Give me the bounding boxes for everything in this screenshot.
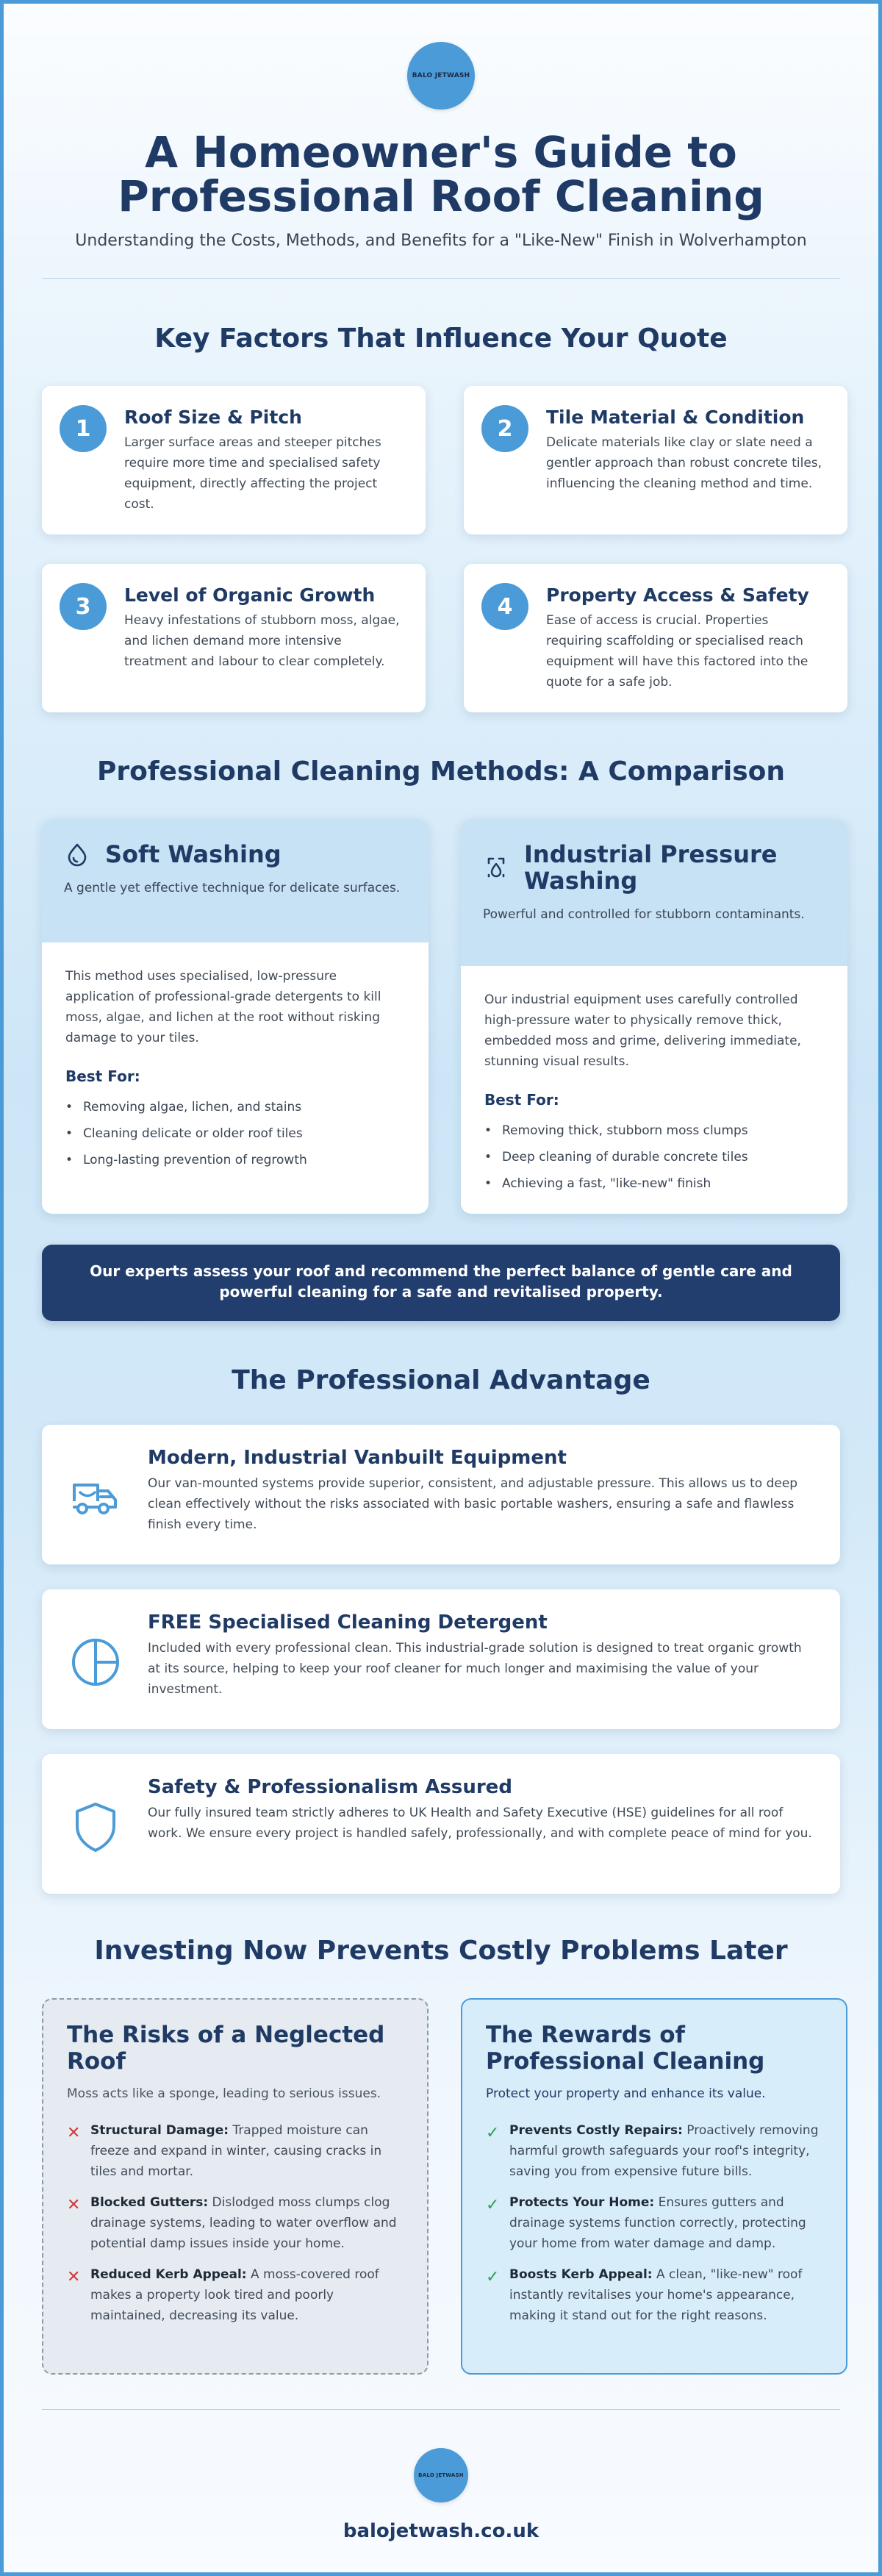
method-header xyxy=(461,819,847,966)
advantage-card-safety xyxy=(42,1754,840,1894)
invest-title: Investing Now Prevents Costly Problems Later xyxy=(94,1936,788,1966)
footer-logo: BALO JETWASH xyxy=(414,2448,468,2502)
factor-description: Heavy infestations of stubborn moss, algae, and lichen demand more intensive treatment and labour to clear completely. xyxy=(124,613,400,669)
method-card-pressure-washing xyxy=(461,819,847,1214)
factor-number-badge: 3 xyxy=(60,583,107,630)
factors-section xyxy=(4,323,878,712)
advantage-card-detergent xyxy=(42,1589,840,1729)
method-subtitle: Powerful and controlled for stubborn contaminants. xyxy=(483,907,805,922)
page-subtitle: Understanding the Costs, Methods, and Benefits for a "Like-New" Finish in Wolverhampton xyxy=(75,232,807,250)
factor-card-organic-growth xyxy=(42,564,426,712)
list-item xyxy=(486,2120,822,2182)
factors-title: Key Factors That Influence Your Quote xyxy=(154,323,728,354)
list-item xyxy=(67,2120,404,2182)
factor-number-badge: 2 xyxy=(481,405,528,452)
list-item: • Removing thick, stubborn moss clumps xyxy=(484,1117,824,1144)
reward-item-title: Boosts Kerb Appeal: xyxy=(509,2267,653,2282)
risk-item-text: Dislodged moss clumps clog drainage systems, leading to water overflow and potential damp issues inside your home. xyxy=(90,2195,397,2251)
cross-icon: ✕ xyxy=(67,2268,81,2286)
rewards-subtitle: Protect your property and enhance its value. xyxy=(486,2086,766,2101)
factor-number-badge: 4 xyxy=(481,583,528,630)
list-item: • Achieving a fast, "like-new" finish xyxy=(484,1170,824,1197)
title-line-1: A Homeowner's Guide to xyxy=(145,127,737,177)
risk-item-title: Structural Damage: xyxy=(90,2123,229,2138)
factor-description: Delicate materials like clay or slate need a gentler approach than robust concrete tiles, influencing the cleaning method and time. xyxy=(546,435,822,491)
title-line-2: Professional Roof Cleaning xyxy=(118,171,764,221)
best-for-label: Best For: xyxy=(484,1091,559,1109)
factor-card-tile-material xyxy=(464,386,847,534)
method-title: Industrial Pressure Washing xyxy=(524,840,778,895)
list-item xyxy=(67,2192,404,2254)
reward-item-text: Proactively removing harmful growth safeguards your roof's integrity, saving you from expensive future bills. xyxy=(509,2123,819,2179)
expert-banner-wrap xyxy=(4,1245,878,1321)
method-title: Soft Washing xyxy=(105,840,282,868)
list-item xyxy=(486,2192,822,2254)
list-item xyxy=(67,2264,404,2326)
header-divider xyxy=(42,278,840,279)
advantage-title-text: FREE Specialised Cleaning Detergent xyxy=(148,1611,548,1634)
page-title xyxy=(4,127,878,221)
methods-section xyxy=(4,756,878,1214)
factor-description: Larger surface areas and steeper pitches require more time and specialised safety equipment, directly affecting the project cost. xyxy=(124,435,381,512)
cross-icon: ✕ xyxy=(67,2124,81,2142)
risks-subtitle: Moss acts like a sponge, leading to serious issues. xyxy=(67,2086,381,2101)
detergent-chart-icon xyxy=(68,1635,123,1689)
factor-card-roof-size xyxy=(42,386,426,534)
advantage-description: Our fully insured team strictly adheres to UK Health and Safety Executive (HSE) guidelines for all roof work. We ensure every project is handled safely, professionally, and with complete peace of mind for you. xyxy=(148,1806,812,1841)
factor-number-badge: 1 xyxy=(60,405,107,452)
method-description: Our industrial equipment uses carefully controlled high-pressure water to physically remove thick, embedded moss and grime, delivering immediate, stunning visual results. xyxy=(484,992,801,1069)
list-item: • Deep cleaning of durable concrete tiles xyxy=(484,1144,824,1170)
advantage-description: Our van-mounted systems provide superior, consistent, and adjustable pressure. This allows us to deep clean effectively without the risks associated with basic portable washers, ensuring a safe and flawless finish every time. xyxy=(148,1476,798,1532)
advantage-title: The Professional Advantage xyxy=(232,1365,650,1395)
check-icon: ✓ xyxy=(486,2196,500,2214)
check-icon: ✓ xyxy=(486,2124,500,2142)
factor-title: Tile Material & Condition xyxy=(546,407,805,428)
header xyxy=(4,4,878,279)
method-subtitle: A gentle yet effective technique for delicate surfaces. xyxy=(64,881,401,895)
advantage-title-text: Safety & Professionalism Assured xyxy=(148,1776,512,1798)
risk-item-title: Blocked Gutters: xyxy=(90,2195,209,2210)
rewards-card xyxy=(461,1998,847,2375)
cross-icon: ✕ xyxy=(67,2196,81,2214)
expert-banner: Our experts assess your roof and recommend the perfect balance of gentle care and powerful cleaning for a safe and revitalised property. xyxy=(42,1245,840,1321)
rewards-list xyxy=(486,2120,822,2326)
method-header xyxy=(42,819,429,942)
reward-item-text: A clean, "like-new" roof instantly revitalises your home's appearance, making it stand out for the right reasons. xyxy=(509,2267,803,2323)
check-icon: ✓ xyxy=(486,2268,500,2286)
risks-list xyxy=(67,2120,404,2326)
shield-icon xyxy=(68,1800,123,1854)
droplet-icon xyxy=(64,841,90,867)
advantage-section xyxy=(4,1365,878,1894)
risk-item-title: Reduced Kerb Appeal: xyxy=(90,2267,247,2282)
factor-title: Property Access & Safety xyxy=(546,584,809,606)
reward-item-title: Prevents Costly Repairs: xyxy=(509,2123,683,2138)
method-card-soft-washing xyxy=(42,819,429,1214)
list-item: • Removing algae, lichen, and stains xyxy=(65,1094,405,1120)
risks-card xyxy=(42,1998,429,2375)
risk-item-text: Trapped moisture can freeze and expand in winter, causing cracks in tiles and mortar. xyxy=(90,2123,382,2179)
rewards-title: The Rewards of Professional Cleaning xyxy=(486,2022,765,2075)
advantage-title-text: Modern, Industrial Vanbuilt Equipment xyxy=(148,1447,567,1469)
methods-title: Professional Cleaning Methods: A Comparison xyxy=(97,756,785,787)
list-item: • Long-lasting prevention of regrowth xyxy=(65,1147,405,1173)
factor-title: Level of Organic Growth xyxy=(124,584,376,606)
factor-card-property-access xyxy=(464,564,847,712)
reward-item-title: Protects Your Home: xyxy=(509,2195,655,2210)
risks-title: The Risks of a Neglected Roof xyxy=(67,2022,385,2075)
website-link[interactable]: balojetwash.co.uk xyxy=(343,2520,539,2542)
reward-item-text: Ensures gutters and drainage systems function correctly, protecting your home from water damage and damp. xyxy=(509,2195,806,2251)
best-for-label: Best For: xyxy=(65,1067,140,1085)
advantage-description: Included with every professional clean. This industrial-grade solution is designed to treat organic growth at its source, helping to keep your roof cleaner for much longer and maximising the value of your investment. xyxy=(148,1641,802,1697)
advantage-card-equipment xyxy=(42,1425,840,1564)
list-item: • Cleaning delicate or older roof tiles xyxy=(65,1120,405,1147)
pressure-spray-icon xyxy=(483,854,509,881)
factor-description: Ease of access is crucial. Properties requiring scaffolding or specialised reach equipment will have this factored into the quote for a safe job. xyxy=(546,613,808,690)
risk-item-text: A moss-covered roof makes a property look tired and poorly maintained, decreasing its value. xyxy=(90,2267,379,2323)
header-logo: BALO JETWASH xyxy=(407,42,475,110)
best-for-list xyxy=(65,1094,405,1173)
invest-section xyxy=(4,1936,878,2375)
method-description: This method uses specialised, low-pressure application of professional-grade detergents to kill moss, algae, and lichen at the root without risking damage to your tiles. xyxy=(65,969,381,1045)
factor-title: Roof Size & Pitch xyxy=(124,407,302,428)
footer xyxy=(4,2409,878,2542)
list-item xyxy=(486,2264,822,2326)
best-for-list xyxy=(484,1117,824,1197)
van-icon xyxy=(68,1470,123,1525)
footer-divider xyxy=(42,2409,840,2410)
